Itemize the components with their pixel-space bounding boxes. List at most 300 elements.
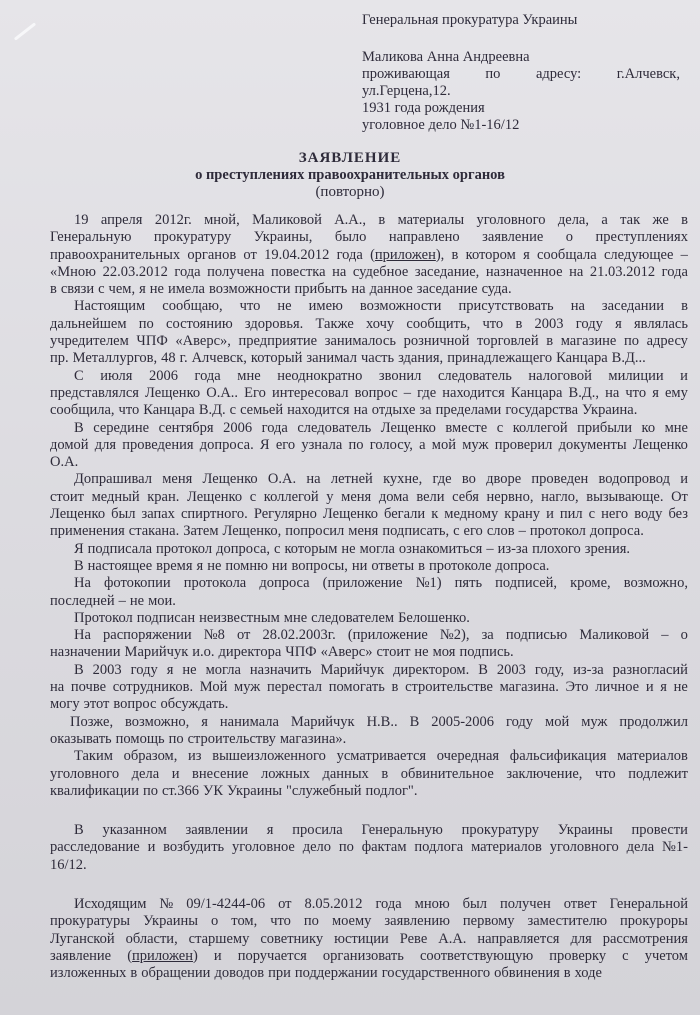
word: при (268, 965, 291, 982)
word: уголовного (50, 765, 120, 782)
word: в (681, 298, 688, 315)
word: данных (322, 765, 369, 782)
word: Н.В.. (366, 713, 398, 730)
word: было (334, 229, 367, 246)
word: в (563, 965, 571, 982)
word: и (680, 471, 688, 488)
word: пр. (50, 350, 69, 367)
document-note: (повторно) (315, 184, 385, 200)
word: Марийчук (124, 644, 189, 661)
word: Таким (74, 748, 113, 765)
word: Регулярно (253, 506, 317, 523)
address-line-2: ул.Герцена,12. (362, 83, 451, 99)
word: подлог". (365, 782, 418, 799)
word: 2012г. (154, 212, 192, 228)
word: На (74, 627, 91, 644)
word: (приложен) (127, 947, 198, 964)
text-line (50, 298, 688, 315)
word: что (118, 402, 140, 419)
word: повестка (270, 263, 326, 280)
word: В (478, 661, 488, 678)
word: Позже, (70, 713, 114, 730)
word: из-за (573, 661, 604, 678)
word: о (211, 913, 219, 930)
word: налоговой (528, 367, 592, 384)
word: сообщила, (50, 402, 115, 419)
word: заседание (416, 281, 478, 298)
word: и (171, 765, 180, 782)
text-line (50, 489, 688, 506)
word: заявлении (185, 822, 248, 839)
word: торговлей (477, 333, 539, 350)
word: директором. (393, 661, 470, 678)
word: соответствующую (419, 947, 534, 964)
text-line (50, 402, 688, 419)
word: – (518, 523, 526, 540)
word: медному (444, 506, 499, 523)
word: 19 (74, 212, 89, 228)
word: вышеизложенного (212, 748, 326, 765)
word: бегали (384, 506, 426, 523)
word: занималось (324, 333, 396, 350)
word: УК (203, 782, 223, 799)
paragraph (50, 368, 688, 420)
paragraph (50, 471, 688, 540)
word: и (213, 947, 222, 964)
word: Лещенко (380, 419, 436, 436)
word: с (274, 540, 281, 557)
word: направляется (477, 930, 560, 947)
word: органов (187, 246, 237, 263)
word: Я (74, 540, 84, 557)
word: узнала (301, 436, 343, 453)
word: допроса. (589, 523, 644, 540)
address-word: проживающая (362, 66, 450, 82)
word: на (605, 384, 620, 401)
word: заседание, (414, 263, 480, 280)
word: (приложение (347, 627, 428, 644)
text-line (50, 896, 688, 913)
word: протокол (156, 540, 213, 557)
word: о (680, 627, 688, 644)
word: сообщить, (406, 315, 471, 332)
word: интересовал (271, 384, 349, 401)
word: Также (315, 315, 354, 332)
word: заявление (482, 229, 544, 246)
word: подпись. (459, 644, 514, 661)
word: Я (259, 436, 270, 453)
word: что (625, 384, 647, 401)
word: возможно, (125, 713, 190, 730)
text-line (50, 610, 688, 627)
address-line-1 (362, 66, 680, 83)
word: фотокопии (103, 575, 171, 592)
word: 19.04.2012 (264, 246, 330, 263)
word: время (156, 557, 193, 574)
text-line (50, 471, 688, 488)
document-body (50, 212, 688, 982)
word: первому (462, 913, 515, 930)
word: В (74, 822, 84, 839)
word: В (74, 419, 84, 436)
word: меня (348, 523, 379, 540)
word: – (403, 384, 411, 401)
word: летней (330, 471, 373, 488)
word: материалов (471, 839, 542, 856)
word: Канцара (510, 384, 563, 401)
word: присутствовать (458, 298, 554, 315)
word: года (261, 419, 288, 436)
text-line (50, 437, 688, 454)
word: магазине (560, 333, 617, 350)
word: голосу, (369, 436, 413, 453)
word: магазина. (499, 679, 559, 696)
word: А.А., (334, 212, 367, 228)
document-heading (0, 150, 700, 201)
word: О.А. (267, 471, 297, 488)
word: просила (292, 822, 343, 839)
word: области, (125, 930, 178, 947)
word: государства (505, 402, 579, 419)
word: дальнейшем (50, 315, 127, 332)
word: находится (287, 402, 350, 419)
word: 8.05.2012 (304, 895, 363, 912)
word: по (623, 333, 639, 350)
word: имела (167, 281, 205, 298)
word: ко (641, 419, 656, 436)
word: неоднократно (277, 367, 363, 384)
word: А.А. (438, 930, 467, 947)
word: настоящее (87, 557, 153, 574)
pen-mark (14, 22, 36, 40)
word: вели (416, 488, 445, 505)
word: звонил (378, 367, 422, 384)
word: от (278, 895, 292, 912)
word: обвинения (494, 965, 560, 982)
word: В (74, 661, 84, 678)
word: доводов (214, 965, 265, 982)
word: спиртного. (180, 506, 248, 523)
word: был (462, 895, 487, 912)
word: Лещенко, (222, 523, 282, 540)
word: 28.02.2003г. (262, 627, 336, 644)
word: Настоящим (74, 298, 146, 315)
paragraph (50, 212, 688, 298)
word: я (166, 661, 174, 678)
word: от (243, 246, 257, 263)
word: мои. (148, 592, 176, 609)
word: года (194, 367, 221, 384)
word: на (50, 679, 65, 696)
word: – (486, 540, 494, 557)
word: дела, (557, 212, 589, 228)
word: семьей (240, 402, 284, 419)
word: имею (308, 298, 343, 315)
recipient: Генеральная прокуратура Украины (362, 12, 578, 28)
word: перестал (267, 679, 322, 696)
word: прибыть (294, 281, 348, 298)
word: году, (534, 661, 565, 678)
word: распоряжении (103, 627, 192, 644)
word: Канцара (556, 350, 608, 367)
address-word: по (485, 66, 501, 82)
word: В.Д., (568, 384, 599, 401)
word: что (270, 913, 291, 930)
word: от (236, 627, 251, 644)
word: и (546, 506, 554, 523)
word: фактам (361, 839, 407, 856)
word: нервно, (486, 488, 534, 505)
word: в (391, 679, 399, 696)
underlined-word: приложен (374, 246, 436, 263)
word: Металлургов, (72, 350, 158, 367)
word: материалов (617, 748, 688, 765)
word: коллегой (512, 419, 568, 436)
word: этот (83, 696, 110, 713)
word: О.А.. (206, 384, 239, 401)
word: №1) (415, 575, 442, 592)
paragraph (50, 822, 688, 874)
word: квалификации (50, 782, 139, 799)
word: Лещенко (145, 384, 201, 401)
word: государственного (381, 965, 491, 982)
word: заключение, (506, 765, 583, 782)
word: не (182, 661, 197, 678)
word: материалы (397, 212, 465, 228)
word: у (326, 488, 334, 505)
word: №2), (439, 627, 470, 644)
text-line (50, 385, 688, 402)
word: протокола (183, 575, 247, 592)
word: получен (499, 895, 551, 912)
word: допроса (259, 575, 310, 592)
text-line (50, 558, 688, 575)
word: Марийчук (320, 661, 385, 678)
word: подписала (87, 540, 153, 557)
word: Украина. (582, 402, 638, 419)
text-line (50, 696, 688, 713)
word: организовать (322, 947, 404, 964)
word: провести (631, 822, 688, 839)
paragraph (50, 896, 688, 982)
word: направлено (388, 229, 460, 246)
word: для (94, 436, 117, 453)
text-line (50, 731, 688, 748)
word: с (496, 419, 504, 436)
word: изложенных (50, 965, 127, 982)
word: плохого (532, 540, 581, 557)
word: на (351, 281, 366, 298)
word: Генеральной (609, 895, 688, 912)
word: с (622, 947, 629, 964)
text-line (50, 679, 688, 696)
word: заявлению (384, 913, 450, 930)
text-line (50, 316, 688, 333)
paragraph (50, 575, 688, 610)
word: Генеральную (50, 229, 132, 246)
text-line (50, 212, 688, 229)
word: с (249, 488, 257, 505)
word: я (139, 281, 146, 298)
word: г. (179, 350, 188, 367)
text-line (50, 523, 688, 540)
word: №1- (662, 839, 688, 856)
word: В.Д. (198, 402, 226, 419)
word: апреля (100, 212, 143, 228)
word: связи (60, 281, 95, 298)
addressee-block (362, 12, 680, 134)
word: прокуроры (620, 913, 688, 930)
word: с (98, 281, 105, 298)
word: представлялся (50, 384, 139, 401)
word: на (569, 263, 584, 280)
word: ответ (563, 895, 597, 912)
word: допроса. (199, 436, 254, 453)
paragraph (50, 420, 688, 472)
word: в (451, 246, 459, 263)
word: продолжил (619, 713, 688, 730)
word: (приложен), (370, 246, 445, 263)
word: муж (462, 436, 489, 453)
word: заместителю (527, 913, 608, 930)
word: адресу (646, 333, 688, 350)
word: подписью (505, 627, 568, 644)
word: подлога (414, 839, 464, 856)
word: Исходящим (74, 895, 147, 912)
word: Допрашивал (74, 471, 152, 488)
word: ему (664, 384, 688, 401)
text-line (50, 506, 688, 523)
word: советнику (260, 930, 324, 947)
word: 09/1-4244-06 (186, 895, 266, 912)
paragraph (50, 610, 688, 627)
word: его (275, 436, 296, 453)
text-line (50, 368, 688, 385)
word: здания, (398, 350, 444, 367)
text-line (50, 839, 688, 856)
word: котором (465, 246, 516, 263)
word: году (130, 661, 158, 678)
text-line (50, 783, 688, 800)
word: в (418, 557, 425, 574)
word: хочу (366, 315, 395, 332)
word: 2003 (496, 661, 526, 678)
word: по (142, 782, 158, 799)
word: с (229, 402, 237, 419)
word: директора (218, 644, 282, 661)
word: № (159, 895, 174, 912)
address-word: адресу: (535, 66, 582, 82)
word: года (375, 895, 402, 912)
word: а (419, 436, 426, 453)
word: него (601, 506, 629, 523)
word: крану (504, 506, 541, 523)
word: прибыли (577, 419, 632, 436)
word: вызывающе. (586, 488, 664, 505)
text-line (50, 454, 688, 471)
text-line (50, 333, 688, 350)
word: 2005-2006 (431, 713, 495, 730)
word: 2003 (534, 315, 564, 332)
word: меня (341, 488, 372, 505)
word: и (147, 839, 156, 856)
word: по (138, 315, 154, 332)
word: протоколе (428, 557, 492, 574)
text-line (50, 644, 688, 661)
word: следователем (311, 609, 395, 626)
word: я (201, 713, 208, 730)
word: суда. (481, 281, 512, 298)
word: О.А. (50, 454, 79, 471)
word: возможно, (623, 575, 688, 592)
text-line (50, 822, 688, 839)
word: в (378, 212, 386, 228)
word: 16/12. (50, 856, 87, 873)
word: о (565, 229, 573, 246)
word: обвинительное (400, 765, 494, 782)
paragraph (50, 627, 688, 662)
word: состоянию (166, 315, 233, 332)
word: судебное (352, 263, 409, 280)
word: уголовного (549, 839, 619, 856)
word: правоохранительных (50, 246, 181, 263)
word: ни (271, 557, 288, 574)
word: Украины (557, 822, 613, 839)
text-line (50, 857, 688, 874)
word: водопровод (598, 471, 670, 488)
word: В (409, 713, 420, 730)
word: очередная (436, 748, 500, 765)
word: На (74, 575, 91, 592)
paragraph (50, 662, 688, 714)
text-line (50, 247, 688, 264)
word: что (239, 298, 261, 315)
word: в (546, 333, 554, 350)
text-line (50, 575, 688, 592)
word: «Аверс» (320, 644, 373, 661)
word: проверил (494, 436, 553, 453)
word: «Аверс», (175, 333, 231, 350)
word: сообщаю, (162, 298, 223, 315)
word: что (594, 765, 616, 782)
paragraph (50, 714, 688, 749)
word: Мой (199, 679, 228, 696)
word: ложных (261, 765, 310, 782)
word: а (601, 212, 608, 228)
word: данное (369, 281, 413, 298)
word: возможности (359, 298, 442, 315)
word: из (188, 748, 202, 765)
word: мой (431, 436, 456, 453)
document-subtitle: о преступлениях правоохранительных органов (195, 167, 505, 183)
word: стоит (376, 644, 411, 661)
word: Генеральную (361, 822, 443, 839)
text-line (50, 662, 688, 679)
word: Украины (143, 913, 199, 930)
word: вопрос (354, 384, 398, 401)
word: Украины, (253, 229, 313, 246)
word: коллегой (263, 488, 319, 505)
text-line (50, 965, 688, 982)
word: поручается (237, 947, 307, 964)
word: же (652, 212, 669, 228)
word: на (353, 402, 368, 419)
word: Украины (226, 782, 282, 799)
word: я (266, 822, 274, 839)
word: Лещенко (187, 488, 243, 505)
paragraph (50, 558, 688, 575)
word: дворе (486, 471, 522, 488)
